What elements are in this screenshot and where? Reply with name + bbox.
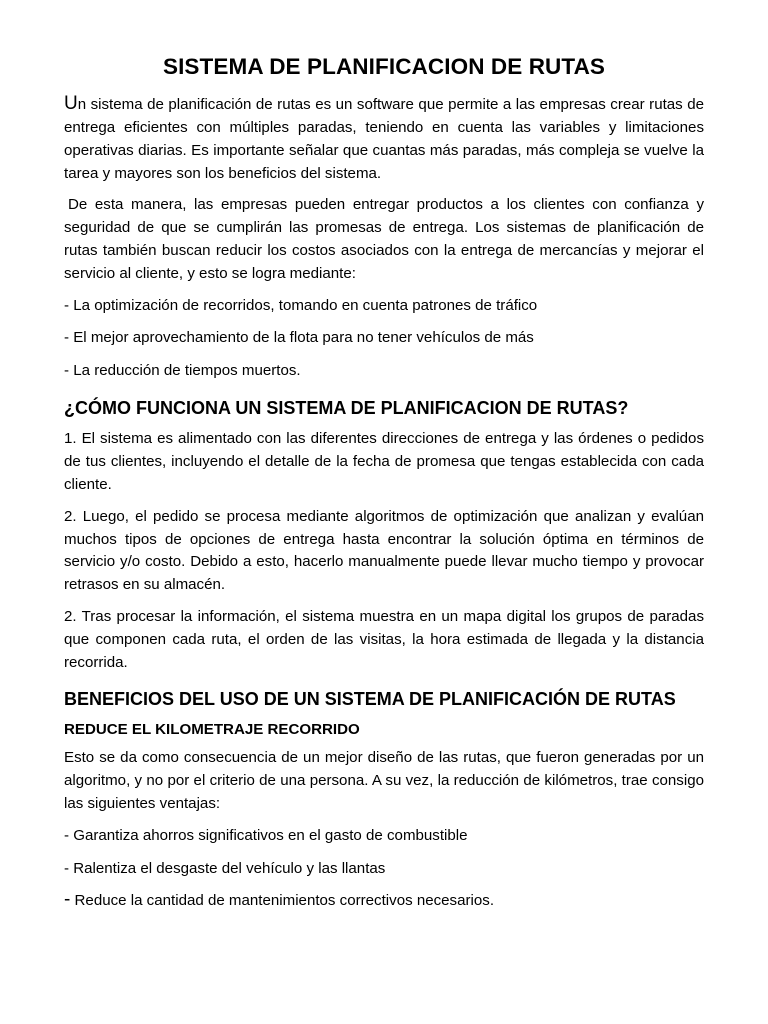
bullet-item-last [64,890,704,913]
step-paragraph: 2. Luego, el pedido se procesa mediante algoritmos de optimización que analizan y evalúan muchos tipos de opciones de entrega hasta encontrar la solución óptima en términos de servicio y/o costo. Debido a esto, hacerlo manualmente puede llevar mucho tiempo y provocar retrasos en su almacén. [64,507,704,594]
bullet-item: - Ralentiza el desgaste del vehículo y las llantas [64,859,386,877]
step-paragraph: 2. Tras procesar la información, el sistema muestra en un mapa digital los grupos de paradas que componen cada ruta, el orden de las visitas, la hora estimada de llegada y la distancia recorrida. [64,607,704,671]
bullet-item: - La reducción de tiempos muertos. [64,362,301,380]
bullet-text: Reduce la cantidad de mantenimientos correctivos necesarios. [70,892,495,910]
section-heading-how-it-works: ¿CÓMO FUNCIONA UN SISTEMA DE PLANIFICACION DE RUTAS? [64,398,629,419]
paragraph-2: De esta manera, las empresas pueden entregar productos a los clientes con confianza y seguridad de que se cumplirán las promesas de entrega. Los sistemas de planificación de rutas también buscan reducir los costos asociados con la entrega de mercancías y mejorar el servicio al cliente, y esto se logra mediante: [64,196,704,282]
bullet-item: - La optimización de recorridos, tomando en cuenta patrones de tráfico [64,296,538,314]
intro-dropcap: U [64,93,78,115]
benefit-paragraph: Esto se da como consecuencia de un mejor diseño de las rutas, que fueron generadas por un algoritmo, y no por el criterio de una persona. A su vez, la reducción de kilómetros, trae consigo las siguientes ventajas: [64,749,704,812]
subsection-heading-mileage: REDUCE EL KILOMETRAJE RECORRIDO [64,720,360,738]
bullet-item: - El mejor aprovechamiento de la flota para no tener vehículos de más [64,329,534,347]
document-title: SISTEMA DE PLANIFICACION DE RUTAS [162,54,606,79]
bullet-item: - Garantiza ahorros significativos en el gasto de combustible [64,826,468,844]
intro-paragraph [64,93,704,185]
intro-text: n sistema de planificación de rutas es un software que permite a las empresas crear rutas de entrega eficientes con múltiples paradas, teniendo en cuenta las variables y limitaciones operativas diarias. Es importante señalar que cuantas más paradas, más compleja se vuelve la tarea y mayores son los beneficios del sistema. [64,96,704,182]
bullet-dash: - [64,889,71,911]
step-paragraph: 1. El sistema es alimentado con las diferentes direcciones de entrega y las órdenes o pedidos de tus clientes, incluyendo el detalle de la fecha de promesa que tengas establecida con cada cliente. [64,430,704,493]
section-heading-benefits: BENEFICIOS DEL USO DE UN SISTEMA DE PLANIFICACIÓN DE RUTAS [64,689,676,710]
